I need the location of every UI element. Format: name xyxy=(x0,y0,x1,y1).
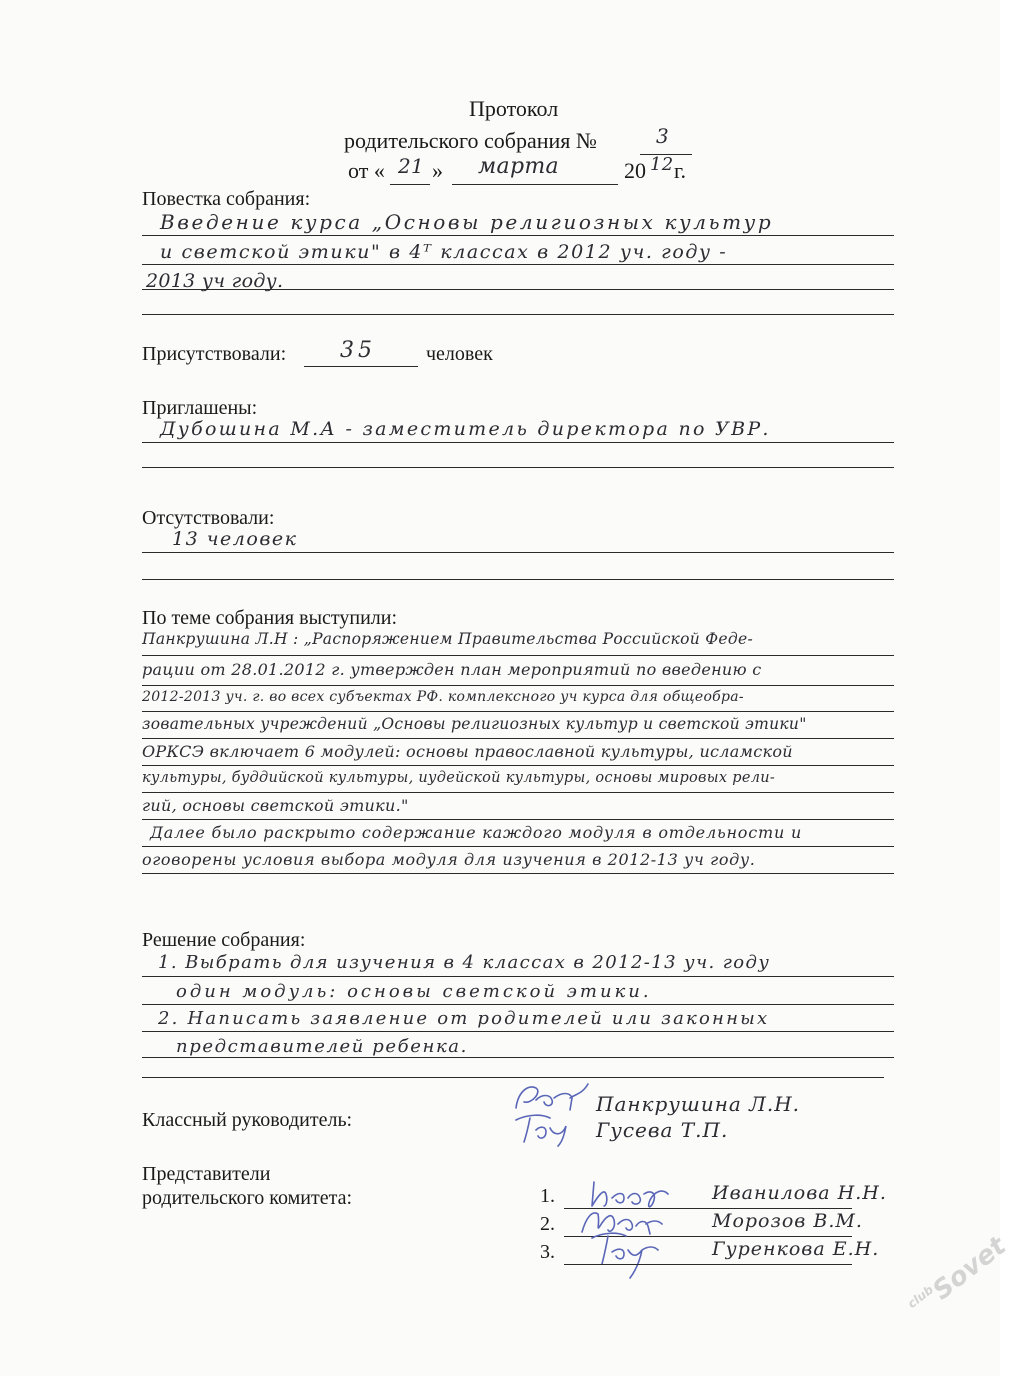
speakers-line-1: Панкрушина Л.Н : „Распоряжением Правительства Российской Феде- xyxy=(142,630,754,648)
agenda-line-3: 2013 уч году. xyxy=(146,270,284,292)
agenda-line-1: Введение курса „Основы религиозных культур xyxy=(160,210,774,234)
committee-member-1-name: Иванилова Н.Н. xyxy=(712,1182,887,1204)
date-prefix: от « xyxy=(348,158,385,183)
decision-rule-4 xyxy=(142,1057,894,1058)
decision-rule-3 xyxy=(142,1031,894,1032)
svg-text:Иван: Иван xyxy=(610,1196,638,1207)
invited-line-1: Дубошина М.А - заместитель директора по УВР. xyxy=(160,418,771,440)
decision-rule-2 xyxy=(142,1004,894,1005)
date-year-prefix: 20 xyxy=(624,158,646,183)
teacher-name-1: Панкрушина Л.Н. xyxy=(596,1092,801,1116)
speakers-line-5: ОРКСЭ включает 6 модулей: основы православной культуры, исламской xyxy=(142,742,793,761)
meeting-number: 3 xyxy=(656,124,670,148)
attendance-count-line xyxy=(304,366,418,367)
absent-rule-2 xyxy=(142,579,894,580)
invited-rule-1 xyxy=(142,442,894,443)
committee-member-1-number: 1. xyxy=(540,1185,555,1207)
speakers-rule-7 xyxy=(142,819,894,820)
speakers-rule-4 xyxy=(142,738,894,739)
decision-label: Решение собрания: xyxy=(142,929,306,951)
committee-label-line2: родительского комитета: xyxy=(142,1187,353,1209)
committee-member-3-line xyxy=(564,1264,852,1265)
date-day: 21 xyxy=(398,154,425,178)
agenda-label: Повестка собрания: xyxy=(142,188,311,210)
watermark-logo xyxy=(905,1231,1012,1324)
decision-line-4: представителей ребенка. xyxy=(176,1036,468,1057)
watermark-text: Sovet xyxy=(927,1231,1012,1307)
date-year: 12 xyxy=(650,154,674,175)
speakers-line-8: Далее было раскрыто содержание каждого модуля в отдельности и xyxy=(150,823,803,842)
committee-label-line1: Представители xyxy=(142,1163,271,1185)
decision-line-3: 2. Написать заявление от родителей или законных xyxy=(158,1008,770,1029)
date-month: марта xyxy=(478,154,559,179)
agenda-rule-4 xyxy=(142,314,894,315)
document-title: Протокол xyxy=(469,96,559,121)
committee-member-3-number: 3. xyxy=(540,1241,555,1263)
date-suffix: г. xyxy=(674,158,687,183)
invited-label: Приглашены: xyxy=(142,397,258,419)
svg-text:Гур: Гур xyxy=(610,1248,629,1259)
date-mid: » xyxy=(432,158,443,183)
absent-label: Отсутствовали: xyxy=(142,507,275,529)
invited-rule-2 xyxy=(142,467,894,468)
committee-member-3-signature xyxy=(584,1226,664,1282)
date-month-line xyxy=(452,184,618,185)
speakers-label: По теме собрания выступили: xyxy=(142,607,398,629)
speakers-rule-3 xyxy=(142,711,894,712)
speakers-rule-5 xyxy=(142,765,894,766)
absent-line-1: 13 человек xyxy=(172,528,298,550)
document-subtitle: родительского собрания № xyxy=(344,128,597,153)
date-day-line xyxy=(390,184,430,185)
speakers-line-6: культуры, буддийской культуры, иудейской культуры, основы мировых рели- xyxy=(142,770,776,786)
speakers-rule-1 xyxy=(142,655,894,656)
speakers-rule-6 xyxy=(142,792,894,793)
decision-line-2: один модуль: основы светской этики. xyxy=(176,981,652,1002)
speakers-line-7: гий, основы светской этики." xyxy=(142,796,409,815)
attendance-count: 35 xyxy=(340,338,376,363)
decision-rule-1 xyxy=(142,976,894,977)
teacher-signature-2 xyxy=(512,1110,582,1148)
svg-text:Мор: Мор xyxy=(602,1224,625,1235)
speakers-line-2: рации от 28.01.2012 г. утвержден план мероприятий по введению с xyxy=(142,660,762,679)
speakers-line-4: зовательных учреждений „Основы религиозных культур и светской этики" xyxy=(142,715,807,733)
teacher-label: Классный руководитель: xyxy=(142,1109,353,1131)
agenda-rule-3 xyxy=(142,289,894,290)
watermark-prefix: club xyxy=(905,1282,936,1312)
absent-rule-1 xyxy=(142,552,894,553)
agenda-line-2: и светской этики" в 4ᵀ классах в 2012 уч. году - xyxy=(160,241,728,263)
decision-line-1: 1. Выбрать для изучения в 4 классах в 2012-13 уч. году xyxy=(158,952,771,973)
attendance-label: Присутствовали: xyxy=(142,343,287,365)
speakers-line-9: оговорены условия выбора модуля для изучения в 2012-13 уч году. xyxy=(142,850,756,869)
attendance-unit: человек xyxy=(426,343,493,365)
committee-member-3-name: Гуренкова Е.Н. xyxy=(712,1238,880,1260)
speakers-rule-9 xyxy=(142,873,894,874)
teacher-name-2: Гусева Т.П. xyxy=(596,1118,729,1142)
committee-member-2-number: 2. xyxy=(540,1213,555,1235)
agenda-rule-1 xyxy=(142,235,894,236)
committee-member-2-name: Морозов В.М. xyxy=(712,1210,863,1232)
speakers-rule-2 xyxy=(142,685,894,686)
agenda-rule-2 xyxy=(142,264,894,265)
speakers-line-3: 2012-2013 уч. г. во всех субъектах РФ. комплексного уч курса для общеобра- xyxy=(142,689,744,705)
speakers-rule-8 xyxy=(142,846,894,847)
